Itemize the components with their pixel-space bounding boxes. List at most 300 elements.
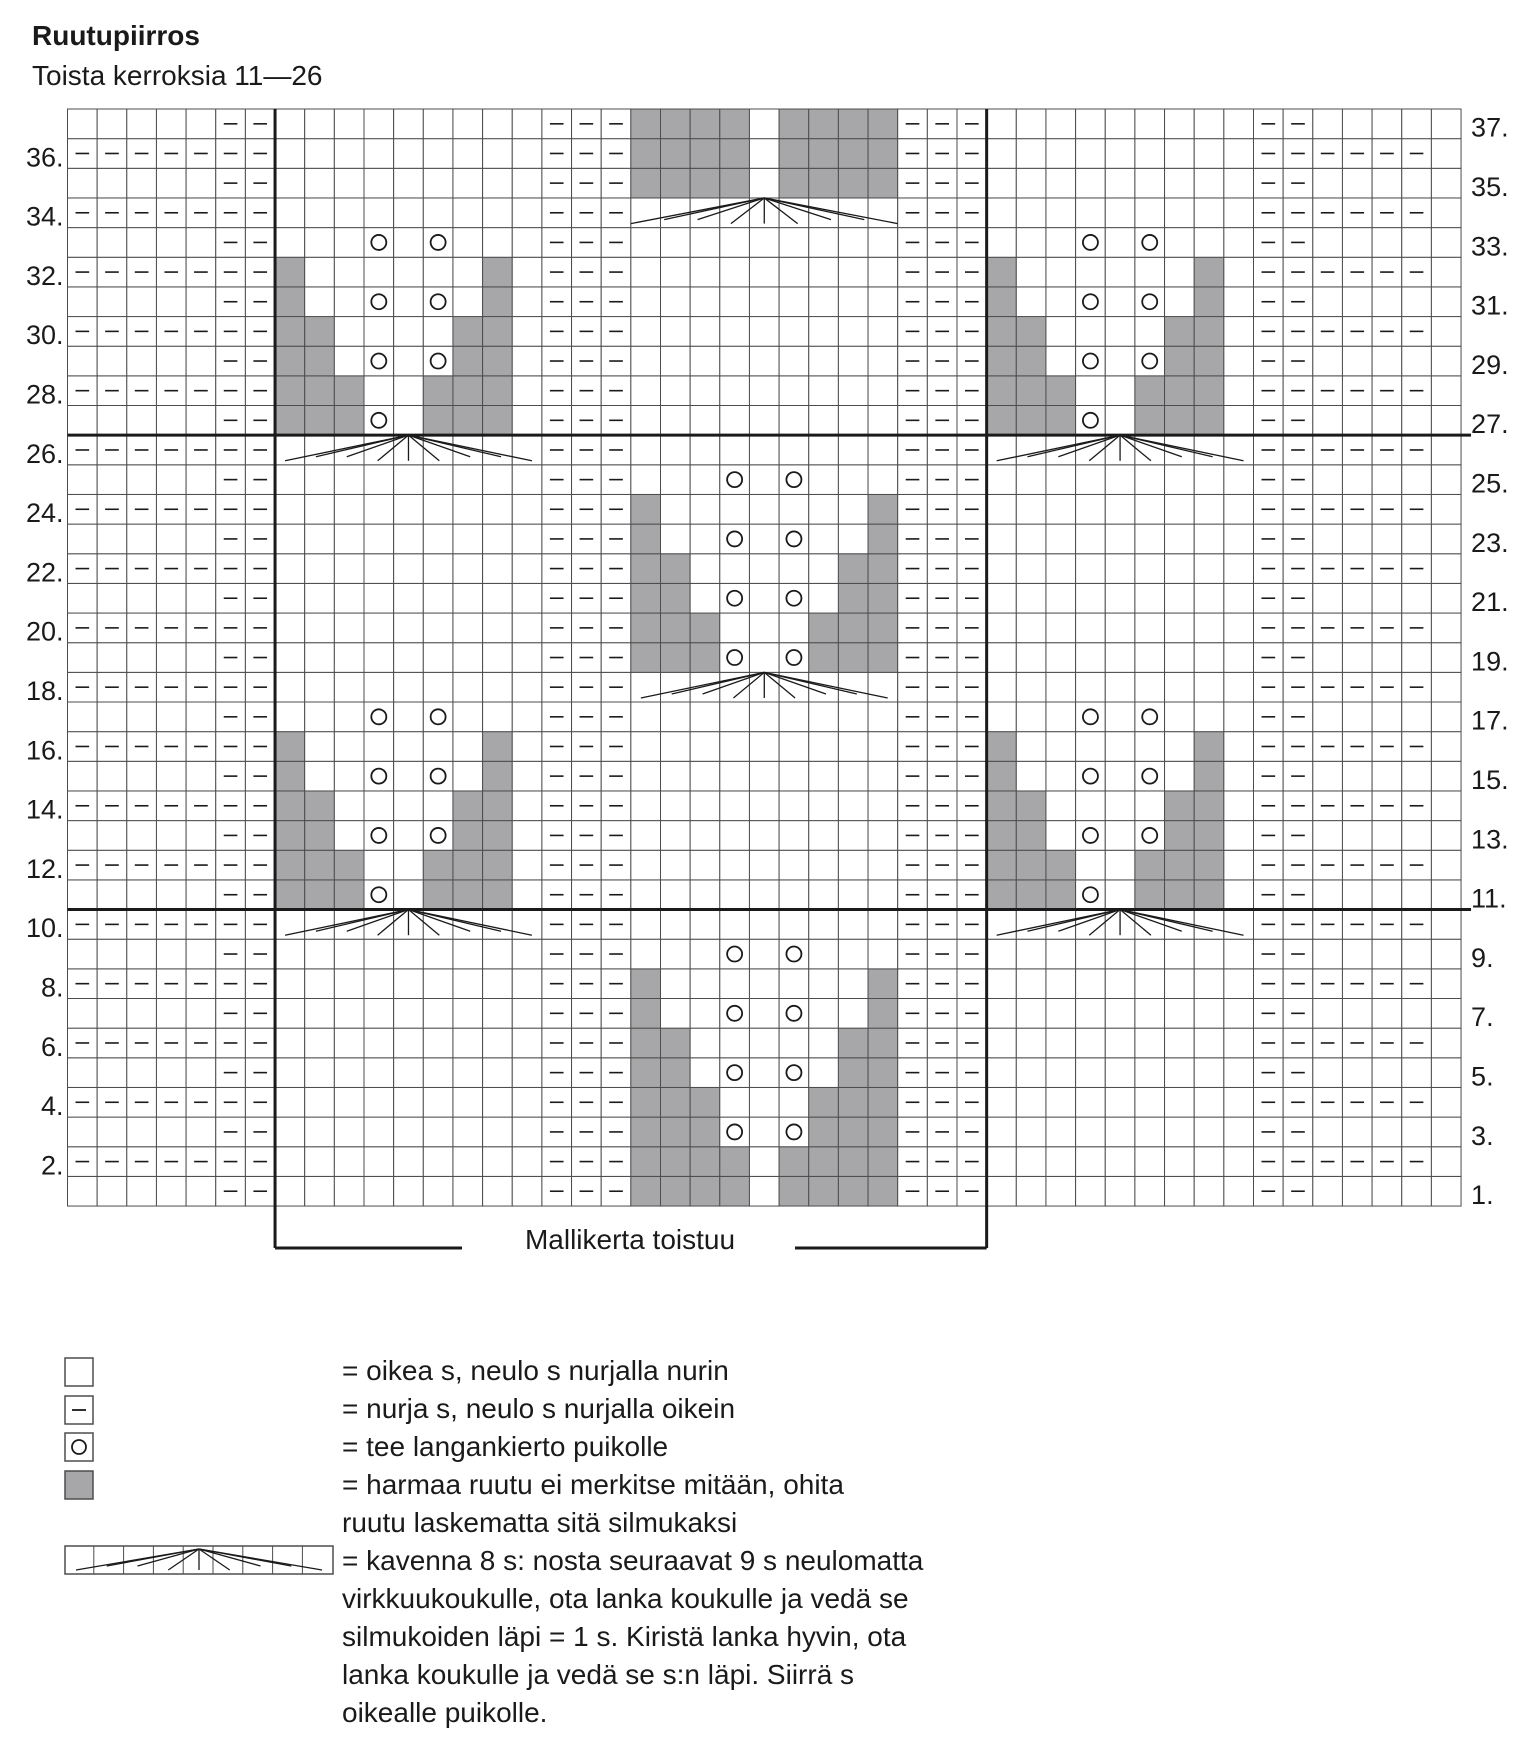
chart-cell	[186, 1117, 216, 1147]
chart-cell	[394, 821, 424, 851]
chart-cell	[97, 287, 127, 317]
chart-cell	[1342, 346, 1372, 376]
chart-cell	[186, 168, 216, 198]
chart-cell	[809, 317, 839, 347]
chart-cell	[97, 406, 127, 436]
chart-cell	[749, 702, 779, 732]
chart-cell	[838, 702, 868, 732]
chart-cell	[690, 228, 720, 258]
chart-cell	[305, 969, 335, 999]
chart-cell	[838, 969, 868, 999]
chart-cell	[1224, 1176, 1254, 1206]
chart-cell	[661, 287, 691, 317]
chart-cell	[809, 1058, 839, 1088]
row-label-right: 11.	[1471, 883, 1507, 914]
chart-cell	[423, 583, 453, 613]
chart-cell	[1105, 1117, 1135, 1147]
chart-cell	[305, 643, 335, 673]
chart-cell	[661, 939, 691, 969]
chart-cell	[631, 257, 661, 287]
chart-cell	[364, 1087, 394, 1117]
chart-cell	[156, 228, 186, 258]
chart-cell	[690, 1176, 720, 1206]
chart-cell	[720, 1147, 750, 1177]
chart-cell	[809, 583, 839, 613]
chart-cell	[1135, 850, 1165, 880]
chart-cell	[156, 999, 186, 1029]
chart-cell	[127, 228, 157, 258]
row-label-right: 31.	[1471, 290, 1509, 321]
chart-cell	[868, 969, 898, 999]
chart-cell	[305, 435, 335, 465]
chart-cell	[364, 287, 394, 317]
chart-cell	[1046, 761, 1076, 791]
chart-cell	[394, 287, 424, 317]
chart-cell	[838, 880, 868, 910]
chart-cell	[334, 643, 364, 673]
chart-cell	[394, 376, 424, 406]
chart-cell	[512, 257, 542, 287]
chart-cell	[1224, 791, 1254, 821]
chart-cell	[1194, 554, 1224, 584]
chart-cell	[1402, 1117, 1432, 1147]
chart-cell	[1105, 346, 1135, 376]
chart-cell	[334, 317, 364, 347]
chart-cell	[68, 643, 98, 673]
legend-gray-text-2: ruutu laskematta sitä silmukaksi	[342, 1507, 738, 1538]
chart-cell	[1224, 287, 1254, 317]
chart-cell	[483, 257, 513, 287]
chart-cell	[1105, 376, 1135, 406]
chart-cell	[453, 228, 483, 258]
chart-cell	[749, 1058, 779, 1088]
chart-cell	[453, 109, 483, 139]
chart-cell	[305, 583, 335, 613]
chart-cell	[364, 554, 394, 584]
chart-cell	[838, 139, 868, 169]
chart-cell	[1046, 168, 1076, 198]
chart-cell	[1431, 257, 1461, 287]
chart-cell	[1431, 1117, 1461, 1147]
chart-cell	[690, 613, 720, 643]
chart-cell	[868, 435, 898, 465]
chart-cell	[483, 939, 513, 969]
chart-cell	[305, 376, 335, 406]
chart-cell	[1165, 1028, 1195, 1058]
chart-cell	[1105, 1028, 1135, 1058]
chart-cell	[1313, 999, 1343, 1029]
chart-cell	[690, 1028, 720, 1058]
chart-cell	[156, 168, 186, 198]
chart-cell	[1046, 702, 1076, 732]
chart-cell	[661, 494, 691, 524]
chart-cell	[334, 672, 364, 702]
chart-cell	[1224, 643, 1254, 673]
chart-cell	[809, 287, 839, 317]
chart-cell	[68, 287, 98, 317]
chart-cell	[809, 761, 839, 791]
chart-cell	[483, 346, 513, 376]
chart-cell	[423, 1087, 453, 1117]
chart-cell	[453, 1147, 483, 1177]
row-label-right: 5.	[1471, 1061, 1494, 1092]
chart-cell	[1016, 346, 1046, 376]
chart-cell	[838, 583, 868, 613]
chart-cell	[453, 406, 483, 436]
chart-cell	[305, 524, 335, 554]
chart-cell	[779, 1176, 809, 1206]
chart-cell	[1135, 376, 1165, 406]
row-label-left: 36.	[25, 142, 64, 173]
chart-cell	[156, 643, 186, 673]
chart-cell	[631, 346, 661, 376]
chart-cell	[127, 109, 157, 139]
chart-cell	[1165, 198, 1195, 228]
chart-cell	[1224, 317, 1254, 347]
row-label-right: 23.	[1471, 527, 1509, 558]
chart-cell	[512, 494, 542, 524]
chart-cell	[275, 109, 305, 139]
chart-cell	[868, 168, 898, 198]
chart-cell	[1194, 613, 1224, 643]
chart-cell	[453, 1058, 483, 1088]
chart-cell	[334, 791, 364, 821]
chart-cell	[1431, 761, 1461, 791]
chart-cell	[156, 761, 186, 791]
row-label-left: 34.	[25, 201, 64, 232]
chart-cell	[661, 346, 691, 376]
chart-cell	[1135, 732, 1165, 762]
chart-cell	[334, 1087, 364, 1117]
chart-cell	[453, 732, 483, 762]
chart-cell	[1016, 109, 1046, 139]
chart-cell	[809, 969, 839, 999]
chart-cell	[1165, 583, 1195, 613]
chart-cell	[186, 1176, 216, 1206]
chart-cell	[690, 346, 720, 376]
chart-cell	[334, 198, 364, 228]
chart-cell	[68, 939, 98, 969]
chart-cell	[661, 643, 691, 673]
chart-cell	[1431, 346, 1461, 376]
chart-cell	[394, 1087, 424, 1117]
chart-cell	[1194, 672, 1224, 702]
chart-cell	[1342, 465, 1372, 495]
chart-cell	[1046, 969, 1076, 999]
chart-cell	[987, 969, 1017, 999]
chart-cell	[1135, 1117, 1165, 1147]
chart-cell	[305, 109, 335, 139]
chart-cell	[1194, 1147, 1224, 1177]
chart-cell	[1372, 1176, 1402, 1206]
chart-cell	[1105, 1058, 1135, 1088]
chart-cell	[1046, 554, 1076, 584]
chart-cell	[394, 643, 424, 673]
chart-cell	[838, 109, 868, 139]
chart-cell	[394, 109, 424, 139]
chart-cell	[987, 850, 1017, 880]
chart-cell	[779, 1087, 809, 1117]
chart-cell	[661, 1147, 691, 1177]
chart-cell	[1046, 346, 1076, 376]
chart-cell	[1105, 198, 1135, 228]
legend-purl-icon	[64, 1395, 94, 1425]
chart-cell	[453, 376, 483, 406]
chart-cell	[1135, 168, 1165, 198]
chart-cell	[1402, 1058, 1432, 1088]
chart-cell	[1313, 524, 1343, 554]
chart-cell	[1194, 1117, 1224, 1147]
chart-cell	[453, 821, 483, 851]
chart-cell	[1165, 228, 1195, 258]
chart-cell	[809, 168, 839, 198]
chart-cell	[186, 406, 216, 436]
chart-cell	[275, 228, 305, 258]
chart-cell	[1224, 257, 1254, 287]
row-label-left: 16.	[25, 735, 64, 766]
chart-cell	[1431, 317, 1461, 347]
chart-cell	[1372, 702, 1402, 732]
chart-cell	[97, 109, 127, 139]
chart-cell	[156, 880, 186, 910]
chart-cell	[453, 702, 483, 732]
chart-cell	[512, 672, 542, 702]
chart-cell	[809, 939, 839, 969]
chart-cell	[779, 643, 809, 673]
chart-cell	[512, 969, 542, 999]
chart-cell	[631, 168, 661, 198]
chart-cell	[1165, 880, 1195, 910]
chart-cell	[1194, 1058, 1224, 1088]
chart-cell	[1194, 732, 1224, 762]
chart-cell	[512, 554, 542, 584]
chart-cell	[364, 999, 394, 1029]
chart-cell	[483, 821, 513, 851]
chart-cell	[1046, 939, 1076, 969]
chart-cell	[868, 880, 898, 910]
chart-cell	[1135, 672, 1165, 702]
chart-cell	[483, 198, 513, 228]
chart-cell	[779, 109, 809, 139]
chart-cell	[1194, 643, 1224, 673]
chart-cell	[1076, 376, 1106, 406]
chart-cell	[631, 1117, 661, 1147]
chart-cell	[631, 910, 661, 940]
chart-cell	[453, 999, 483, 1029]
chart-cell	[275, 257, 305, 287]
chart-cell	[1165, 1117, 1195, 1147]
chart-cell	[364, 228, 394, 258]
chart-cell	[690, 969, 720, 999]
chart-cell	[305, 1117, 335, 1147]
chart-cell	[483, 435, 513, 465]
chart-cell	[97, 346, 127, 376]
chart-cell	[838, 524, 868, 554]
chart-cell	[1431, 999, 1461, 1029]
chart-cell	[156, 583, 186, 613]
chart-cell	[68, 524, 98, 554]
chart-cell	[838, 1176, 868, 1206]
chart-cell	[1135, 198, 1165, 228]
chart-cell	[631, 732, 661, 762]
legend-gray-text-1: = harmaa ruutu ei merkitse mitään, ohita	[342, 1469, 844, 1500]
chart-cell	[364, 1058, 394, 1088]
chart-cell	[1105, 643, 1135, 673]
chart-cell	[1105, 791, 1135, 821]
chart-cell	[453, 168, 483, 198]
chart-cell	[720, 524, 750, 554]
chart-cell	[1431, 702, 1461, 732]
chart-cell	[809, 702, 839, 732]
chart-cell	[631, 494, 661, 524]
chart-cell	[68, 999, 98, 1029]
chart-cell	[1165, 376, 1195, 406]
chart-cell	[1076, 939, 1106, 969]
chart-cell	[690, 821, 720, 851]
legend-knit-icon	[64, 1357, 94, 1387]
repeat-label: Mallikerta toistuu	[524, 1224, 736, 1255]
chart-cell	[1342, 168, 1372, 198]
chart-cell	[423, 346, 453, 376]
chart-cell	[1046, 257, 1076, 287]
chart-cell	[1224, 583, 1254, 613]
chart-cell	[275, 613, 305, 643]
chart-cell	[512, 613, 542, 643]
chart-cell	[483, 880, 513, 910]
chart-cell	[1165, 346, 1195, 376]
chart-cell	[1016, 168, 1046, 198]
chart-cell	[334, 880, 364, 910]
chart-cell	[334, 1147, 364, 1177]
chart-cell	[1313, 1058, 1343, 1088]
chart-cell	[1165, 524, 1195, 554]
chart-cell	[1194, 939, 1224, 969]
chart-cell	[1105, 761, 1135, 791]
chart-cell	[423, 969, 453, 999]
chart-cell	[809, 999, 839, 1029]
chart-cell	[275, 702, 305, 732]
chart-cell	[749, 346, 779, 376]
chart-cell	[1105, 168, 1135, 198]
chart-cell	[334, 139, 364, 169]
chart-cell	[720, 969, 750, 999]
chart-cell	[661, 910, 691, 940]
chart-cell	[334, 1058, 364, 1088]
chart-cell	[334, 850, 364, 880]
chart-cell	[512, 168, 542, 198]
chart-cell	[1076, 1147, 1106, 1177]
chart-cell	[275, 139, 305, 169]
chart-cell	[512, 643, 542, 673]
chart-cell	[394, 1176, 424, 1206]
chart-cell	[868, 406, 898, 436]
chart-cell	[749, 1147, 779, 1177]
chart-cell	[690, 109, 720, 139]
chart-cell	[690, 524, 720, 554]
chart-cell	[868, 761, 898, 791]
chart-cell	[1342, 287, 1372, 317]
chart-cell	[661, 702, 691, 732]
chart-cell	[394, 613, 424, 643]
chart-cell	[453, 257, 483, 287]
chart-cell	[1313, 168, 1343, 198]
chart-cell	[1224, 168, 1254, 198]
chart-cell	[1313, 821, 1343, 851]
chart-cell	[305, 287, 335, 317]
chart-cell	[1372, 643, 1402, 673]
chart-cell	[838, 317, 868, 347]
chart-cell	[394, 999, 424, 1029]
chart-cell	[1431, 643, 1461, 673]
chart-cell	[305, 1176, 335, 1206]
chart-cell	[364, 1117, 394, 1147]
chart-cell	[720, 406, 750, 436]
chart-cell	[127, 1176, 157, 1206]
chart-cell	[512, 317, 542, 347]
chart-cell	[483, 109, 513, 139]
chart-cell	[1402, 583, 1432, 613]
chart-cell	[779, 228, 809, 258]
chart-cell	[1016, 702, 1046, 732]
chart-cell	[1165, 317, 1195, 347]
chart-cell	[720, 583, 750, 613]
chart-cell	[1016, 732, 1046, 762]
chart-cell	[483, 376, 513, 406]
chart-cell	[690, 287, 720, 317]
chart-cell	[334, 613, 364, 643]
chart-cell	[1135, 1028, 1165, 1058]
chart-cell	[987, 939, 1017, 969]
chart-cell	[394, 317, 424, 347]
chart-cell	[690, 1087, 720, 1117]
chart-cell	[1224, 139, 1254, 169]
chart-cell	[661, 1058, 691, 1088]
chart-cell	[68, 1117, 98, 1147]
chart-cell	[453, 524, 483, 554]
chart-cell	[1046, 524, 1076, 554]
chart-cell	[453, 583, 483, 613]
chart-cell	[1016, 1087, 1046, 1117]
chart-cell	[1194, 1087, 1224, 1117]
chart-cell	[156, 1176, 186, 1206]
chart-cell	[483, 850, 513, 880]
chart-cell	[1165, 494, 1195, 524]
chart-cell	[720, 761, 750, 791]
chart-cell	[1372, 524, 1402, 554]
chart-cell	[1076, 465, 1106, 495]
chart-cell	[749, 791, 779, 821]
chart-cell	[987, 168, 1017, 198]
chart-cell	[1016, 761, 1046, 791]
chart-cell	[97, 1117, 127, 1147]
chart-cell	[127, 761, 157, 791]
chart-cell	[868, 287, 898, 317]
chart-cell	[1224, 376, 1254, 406]
chart-cell	[1046, 198, 1076, 228]
chart-cell	[720, 317, 750, 347]
chart-cell	[1402, 228, 1432, 258]
chart-cell	[720, 732, 750, 762]
chart-cell	[1016, 494, 1046, 524]
chart-cell	[1194, 969, 1224, 999]
chart-cell	[1016, 406, 1046, 436]
chart-cell	[720, 109, 750, 139]
chart-cell	[720, 435, 750, 465]
chart-cell	[987, 287, 1017, 317]
chart-cell	[1165, 406, 1195, 436]
chart-cell	[1194, 1176, 1224, 1206]
chart-cell	[364, 376, 394, 406]
